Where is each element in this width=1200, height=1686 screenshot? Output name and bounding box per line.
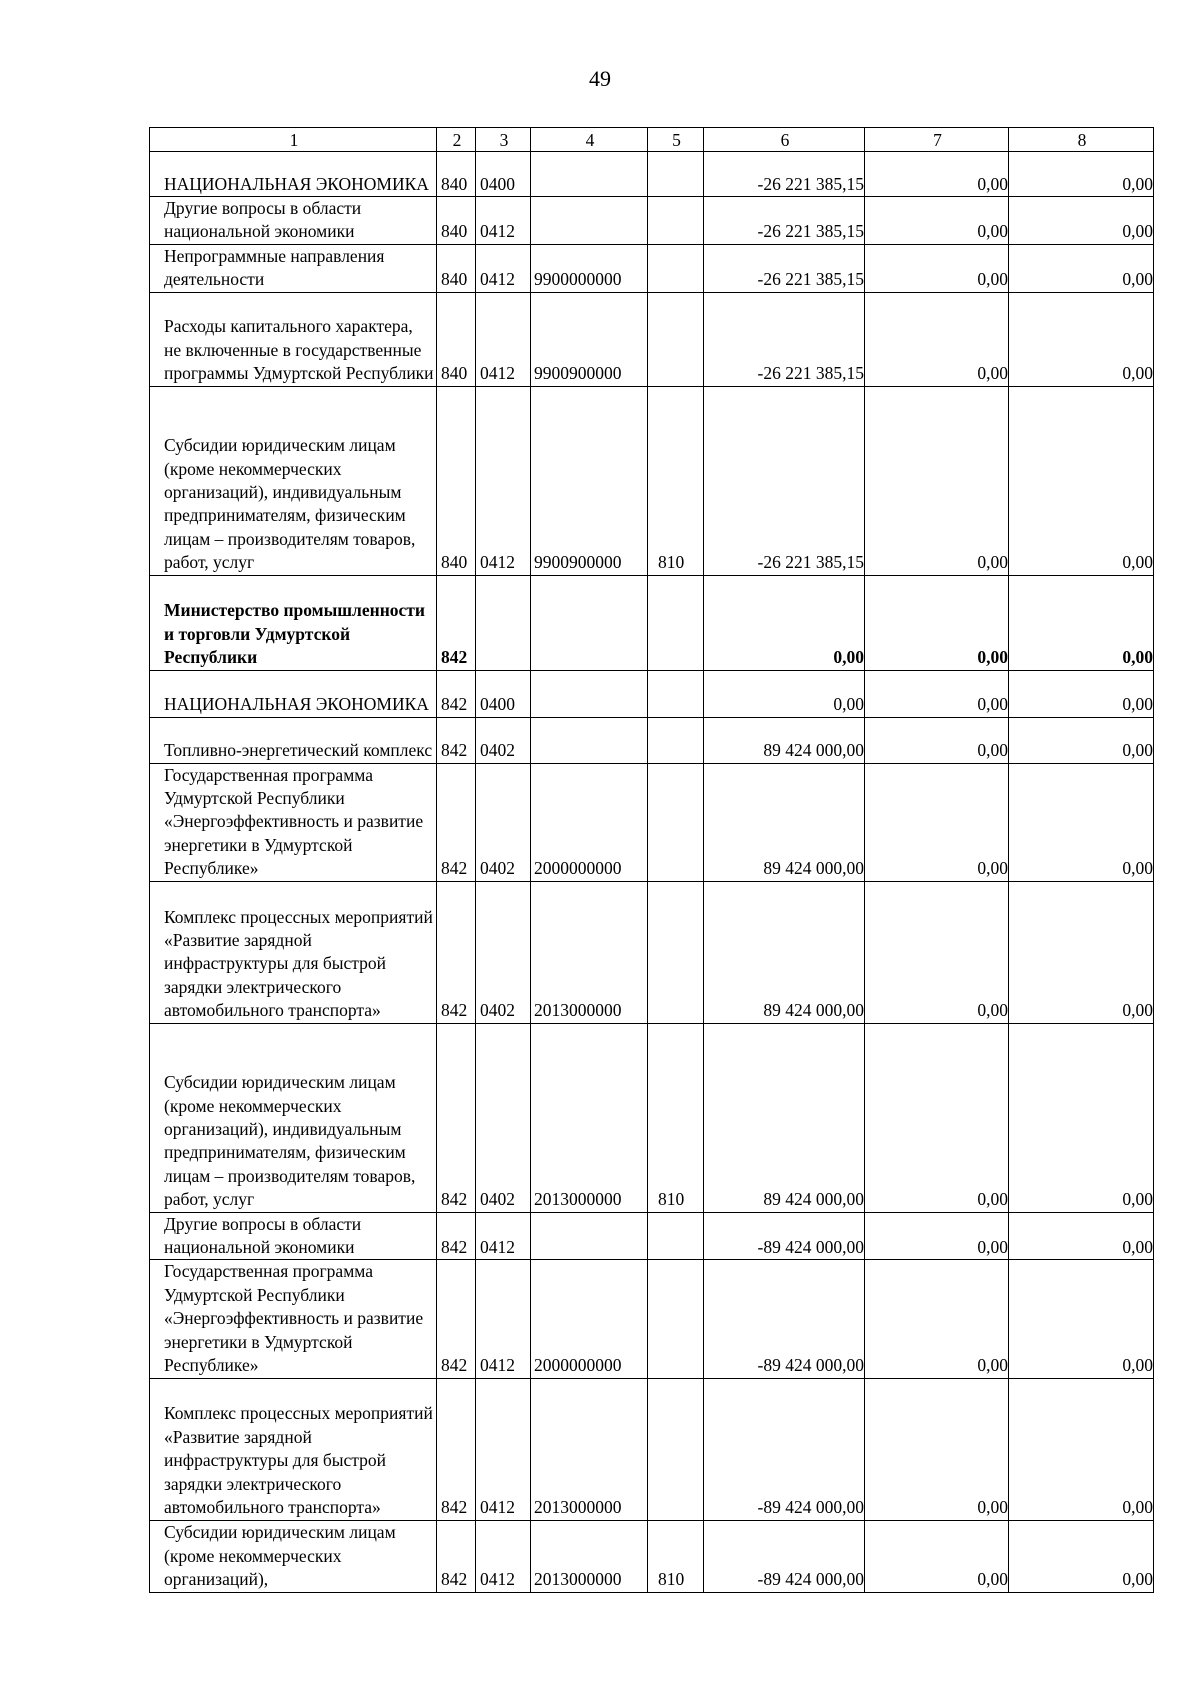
section-code-cell: 0412 — [476, 244, 531, 292]
expense-type-cell — [648, 1378, 704, 1520]
ministry-code-cell: 840 — [437, 292, 476, 386]
header-cell: 7 — [865, 128, 1009, 152]
section-code-cell: 0412 — [476, 1520, 531, 1592]
amount-cell: -26 221 385,15 — [704, 152, 865, 197]
header-cell: 1 — [150, 128, 437, 152]
header-cell: 6 — [704, 128, 865, 152]
amount-year3-cell: 0,00 — [1009, 1378, 1154, 1520]
item-name-cell: НАЦИОНАЛЬНАЯ ЭКОНОМИКА — [150, 152, 437, 197]
amount-year2-cell: 0,00 — [865, 292, 1009, 386]
section-code-cell: 0400 — [476, 152, 531, 197]
table-row — [150, 1212, 1154, 1260]
table-row — [150, 152, 1154, 197]
ministry-code-cell: 842 — [437, 1212, 476, 1260]
amount-cell: -89 424 000,00 — [704, 1378, 865, 1520]
section-code-cell: 0412 — [476, 1378, 531, 1520]
section-code-cell: 0400 — [476, 670, 531, 717]
amount-year3-cell: 0,00 — [1009, 197, 1154, 245]
table-row — [150, 1520, 1154, 1592]
ministry-code-cell: 840 — [437, 244, 476, 292]
section-code-cell: 0412 — [476, 386, 531, 575]
amount-cell: -89 424 000,00 — [704, 1260, 865, 1378]
section-code-cell: 0412 — [476, 1260, 531, 1378]
table-row — [150, 1023, 1154, 1212]
section-code-cell: 0402 — [476, 763, 531, 881]
section-code-cell — [476, 575, 531, 670]
amount-year3-cell: 0,00 — [1009, 763, 1154, 881]
table-body — [150, 128, 1154, 1593]
amount-year2-cell: 0,00 — [865, 386, 1009, 575]
table-row — [150, 292, 1154, 386]
section-code-cell: 0402 — [476, 717, 531, 763]
ministry-code-cell: 842 — [437, 1260, 476, 1378]
target-article-cell: 2000000000 — [531, 763, 648, 881]
amount-year3-cell: 0,00 — [1009, 575, 1154, 670]
ministry-code-cell: 842 — [437, 1023, 476, 1212]
target-article-cell: 2013000000 — [531, 1378, 648, 1520]
amount-year2-cell: 0,00 — [865, 1520, 1009, 1592]
item-name-cell: Топливно-энергетический комплекс — [150, 717, 437, 763]
table-row — [150, 670, 1154, 717]
table-row — [150, 197, 1154, 245]
amount-cell: -89 424 000,00 — [704, 1520, 865, 1592]
amount-year3-cell: 0,00 — [1009, 1260, 1154, 1378]
amount-cell: 89 424 000,00 — [704, 763, 865, 881]
target-article-cell — [531, 1212, 648, 1260]
item-name-cell: НАЦИОНАЛЬНАЯ ЭКОНОМИКА — [150, 670, 437, 717]
item-name-cell: Субсидии юридическим лицам (кроме некоммерческих организаций), — [150, 1520, 437, 1592]
header-cell: 5 — [648, 128, 704, 152]
table-row — [150, 881, 1154, 1023]
table-row — [150, 386, 1154, 575]
item-name-cell: Министерство промышленности и торговли Удмуртской Республики — [150, 575, 437, 670]
target-article-cell — [531, 670, 648, 717]
expense-type-cell — [648, 292, 704, 386]
section-code-cell: 0402 — [476, 881, 531, 1023]
section-code-cell: 0412 — [476, 197, 531, 245]
ministry-code-cell: 842 — [437, 1378, 476, 1520]
target-article-cell: 2013000000 — [531, 1023, 648, 1212]
amount-year2-cell: 0,00 — [865, 717, 1009, 763]
expense-type-cell — [648, 1212, 704, 1260]
target-article-cell: 2000000000 — [531, 1260, 648, 1378]
amount-cell: -26 221 385,15 — [704, 244, 865, 292]
page-number: 49 — [589, 66, 611, 91]
item-name-cell: Комплекс процессных мероприятий «Развитие зарядной инфраструктуры для быстрой зарядки электрического автомобильного транспорта» — [150, 1378, 437, 1520]
ministry-code-cell: 842 — [437, 1520, 476, 1592]
item-name-cell: Субсидии юридическим лицам (кроме некоммерческих организаций), индивидуальным предпринимателям, физическим лицам – производителям товаров, работ, услуг — [150, 386, 437, 575]
amount-year3-cell: 0,00 — [1009, 1212, 1154, 1260]
item-name-cell: Субсидии юридическим лицам (кроме некоммерческих организаций), индивидуальным предпринимателям, физическим лицам – производителям товаров, работ, услуг — [150, 1023, 437, 1212]
target-article-cell: 2013000000 — [531, 881, 648, 1023]
amount-year3-cell: 0,00 — [1009, 292, 1154, 386]
table-row — [150, 763, 1154, 881]
amount-year2-cell: 0,00 — [865, 763, 1009, 881]
expense-type-cell — [648, 575, 704, 670]
header-cell: 4 — [531, 128, 648, 152]
amount-year2-cell: 0,00 — [865, 1023, 1009, 1212]
expense-type-cell — [648, 670, 704, 717]
amount-year2-cell: 0,00 — [865, 244, 1009, 292]
amount-cell: 89 424 000,00 — [704, 1023, 865, 1212]
budget-table — [149, 127, 1154, 1593]
expense-type-cell — [648, 763, 704, 881]
amount-year2-cell: 0,00 — [865, 1378, 1009, 1520]
amount-year3-cell: 0,00 — [1009, 881, 1154, 1023]
table-row — [150, 717, 1154, 763]
table-row — [150, 1378, 1154, 1520]
amount-year2-cell: 0,00 — [865, 670, 1009, 717]
amount-cell: 89 424 000,00 — [704, 717, 865, 763]
amount-year2-cell: 0,00 — [865, 881, 1009, 1023]
target-article-cell: 9900000000 — [531, 244, 648, 292]
amount-cell: 89 424 000,00 — [704, 881, 865, 1023]
item-name-cell: Государственная программа Удмуртской Республики «Энергоэффективность и развитие энергетики в Удмуртской Республике» — [150, 763, 437, 881]
header-cell: 8 — [1009, 128, 1154, 152]
amount-year2-cell: 0,00 — [865, 197, 1009, 245]
ministry-code-cell: 842 — [437, 763, 476, 881]
table-header-row — [150, 128, 1154, 152]
ministry-code-cell: 842 — [437, 881, 476, 1023]
ministry-code-cell: 842 — [437, 670, 476, 717]
amount-year2-cell: 0,00 — [865, 1260, 1009, 1378]
target-article-cell: 9900900000 — [531, 292, 648, 386]
item-name-cell: Другие вопросы в области национальной экономики — [150, 197, 437, 245]
table-row — [150, 575, 1154, 670]
ministry-code-cell: 840 — [437, 386, 476, 575]
expense-type-cell — [648, 717, 704, 763]
amount-year2-cell: 0,00 — [865, 1212, 1009, 1260]
amount-cell: -89 424 000,00 — [704, 1212, 865, 1260]
amount-year3-cell: 0,00 — [1009, 717, 1154, 763]
section-code-cell: 0412 — [476, 292, 531, 386]
amount-year3-cell: 0,00 — [1009, 152, 1154, 197]
target-article-cell: 2013000000 — [531, 1520, 648, 1592]
expense-type-cell — [648, 152, 704, 197]
expense-type-cell: 810 — [648, 386, 704, 575]
expense-type-cell — [648, 881, 704, 1023]
amount-year3-cell: 0,00 — [1009, 244, 1154, 292]
amount-cell: 0,00 — [704, 575, 865, 670]
amount-cell: -26 221 385,15 — [704, 197, 865, 245]
section-code-cell: 0412 — [476, 1212, 531, 1260]
amount-cell: -26 221 385,15 — [704, 386, 865, 575]
expense-type-cell: 810 — [648, 1023, 704, 1212]
ministry-code-cell: 840 — [437, 197, 476, 245]
target-article-cell — [531, 717, 648, 763]
item-name-cell: Комплекс процессных мероприятий «Развитие зарядной инфраструктуры для быстрой зарядки электрического автомобильного транспорта» — [150, 881, 437, 1023]
header-cell: 2 — [437, 128, 476, 152]
ministry-code-cell: 842 — [437, 717, 476, 763]
item-name-cell: Непрограммные направления деятельности — [150, 244, 437, 292]
item-name-cell: Государственная программа Удмуртской Республики «Энергоэффективность и развитие энергетики в Удмуртской Республике» — [150, 1260, 437, 1378]
amount-year2-cell: 0,00 — [865, 152, 1009, 197]
amount-cell: 0,00 — [704, 670, 865, 717]
target-article-cell — [531, 197, 648, 245]
target-article-cell: 9900900000 — [531, 386, 648, 575]
amount-cell: -26 221 385,15 — [704, 292, 865, 386]
expense-type-cell: 810 — [648, 1520, 704, 1592]
item-name-cell: Расходы капитального характера, не включенные в государственные программы Удмуртской Республики — [150, 292, 437, 386]
target-article-cell — [531, 575, 648, 670]
amount-year3-cell: 0,00 — [1009, 1520, 1154, 1592]
expense-type-cell — [648, 244, 704, 292]
expense-type-cell — [648, 197, 704, 245]
header-cell: 3 — [476, 128, 531, 152]
ministry-code-cell: 842 — [437, 575, 476, 670]
ministry-code-cell: 840 — [437, 152, 476, 197]
table-row — [150, 244, 1154, 292]
section-code-cell: 0402 — [476, 1023, 531, 1212]
amount-year3-cell: 0,00 — [1009, 670, 1154, 717]
amount-year3-cell: 0,00 — [1009, 1023, 1154, 1212]
item-name-cell: Другие вопросы в области национальной экономики — [150, 1212, 437, 1260]
target-article-cell — [531, 152, 648, 197]
amount-year3-cell: 0,00 — [1009, 386, 1154, 575]
amount-year2-cell: 0,00 — [865, 575, 1009, 670]
table-row — [150, 1260, 1154, 1378]
expense-type-cell — [648, 1260, 704, 1378]
